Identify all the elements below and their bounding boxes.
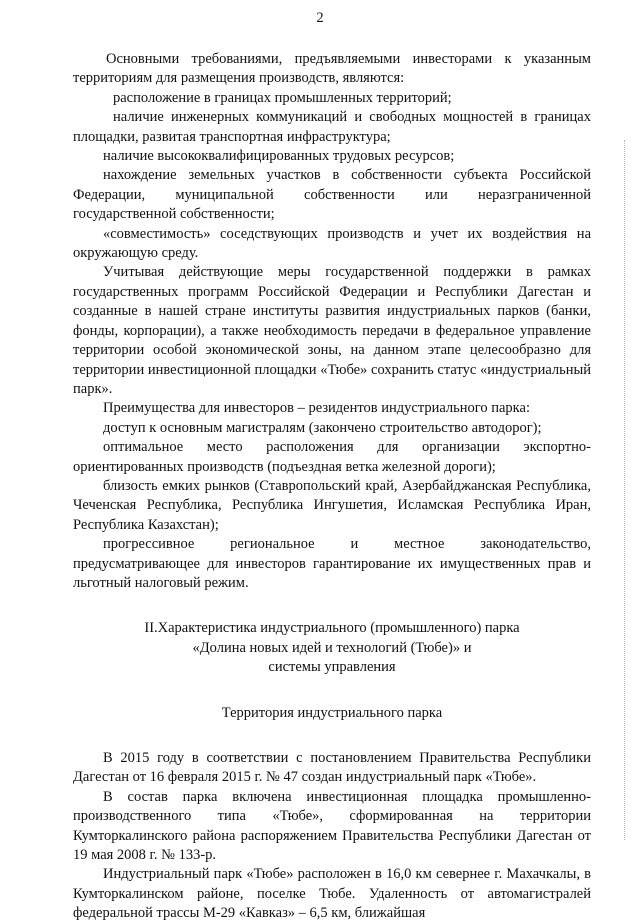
advantage-item: прогрессивное региональное и местное законодательство, предусматривающее для инвесторов гарантирование их имущественных прав и льготный налоговый режим. <box>73 536 591 591</box>
status-paragraph: Учитывая действующие меры государственной поддержки в рамках государственных программ Российской Федерации и Республики Дагестан и созданные в нашей стране институты развития индустриальных парков (банки, фонды, корпорации), а также необходимость передачи в федеральное управление территории особой экономической зоны, на данном этапе целесообразно для территории инвестиционной площадки «Тюбе» сохранить статус «индустриальный парк». <box>73 264 591 397</box>
territory-paragraph: В состав парка включена инвестиционная площадка промышленно-производственного типа «Тюбе», сформированная на территории Кумторкалинского района распоряжением Правительства Республики Дагестан от 19 мая 2008 г. № 133-р. <box>73 788 591 864</box>
intro-paragraph: Основными требованиями, предъявляемыми инвесторами к указанным территориям для размещения производств, являются: <box>73 51 591 87</box>
requirement-item: расположение в границах промышленных территорий; <box>113 89 452 106</box>
advantages-intro: Преимущества для инвесторов – резидентов индустриального парка: <box>103 400 530 417</box>
page-number: 2 <box>316 10 324 26</box>
advantage-item: доступ к основным магистралям (закончено строительство автодорог); <box>103 419 542 436</box>
advantage-item: близость емких рынков (Ставропольский край, Азербайджанская Республика, Чеченская Республика, Республика Ингушетия, Исламская Республика Иран, Республика Казахстан); <box>73 477 591 533</box>
territory-paragraph: Индустриальный парк «Тюбе» расположен в 16,0 км севернее г. Махачкалы, в Кумторкалинском районе, поселке Тюбе. Удаленность от автомагистралей федеральной трассы М-29 «Кавказ» – 6,5 км, ближайшая <box>73 866 591 922</box>
requirement-item: нахождение земельных участков в собственности субъекта Российской Федерации, муниципальной собственности или неразграниченной государственной собственности; <box>73 167 591 223</box>
section-heading <box>73 619 591 677</box>
section-heading-line: «Долина новых идей и технологий (Тюбе)» и <box>192 639 472 656</box>
document-body <box>73 50 591 924</box>
section-heading-line: системы управления <box>268 659 396 676</box>
advantage-item: оптимальное место расположения для организации экспортно-ориентированных производств (подъездная ветка железной дороги); <box>73 439 591 475</box>
section-heading-line: II.Характеристика индустриального (промышленного) парка <box>144 620 520 637</box>
subsection-heading: Территория индустриального парка <box>221 704 443 721</box>
requirement-item: наличие высококвалифицированных трудовых ресурсов; <box>103 148 455 165</box>
requirement-item: «совместимость» соседствующих производств и учет их воздействия на окружающую среду. <box>73 225 591 262</box>
scan-edge-artifact <box>624 140 626 840</box>
territory-paragraph: В 2015 году в соответствии с постановлением Правительства Республики Дагестан от 16 февраля 2015 г. № 47 создан индустриальный парк «Тюбе». <box>73 750 591 786</box>
requirement-item: наличие инженерных коммуникаций и свободных мощностей в границах площадки, развитая транспортная инфраструктура; <box>73 109 591 145</box>
